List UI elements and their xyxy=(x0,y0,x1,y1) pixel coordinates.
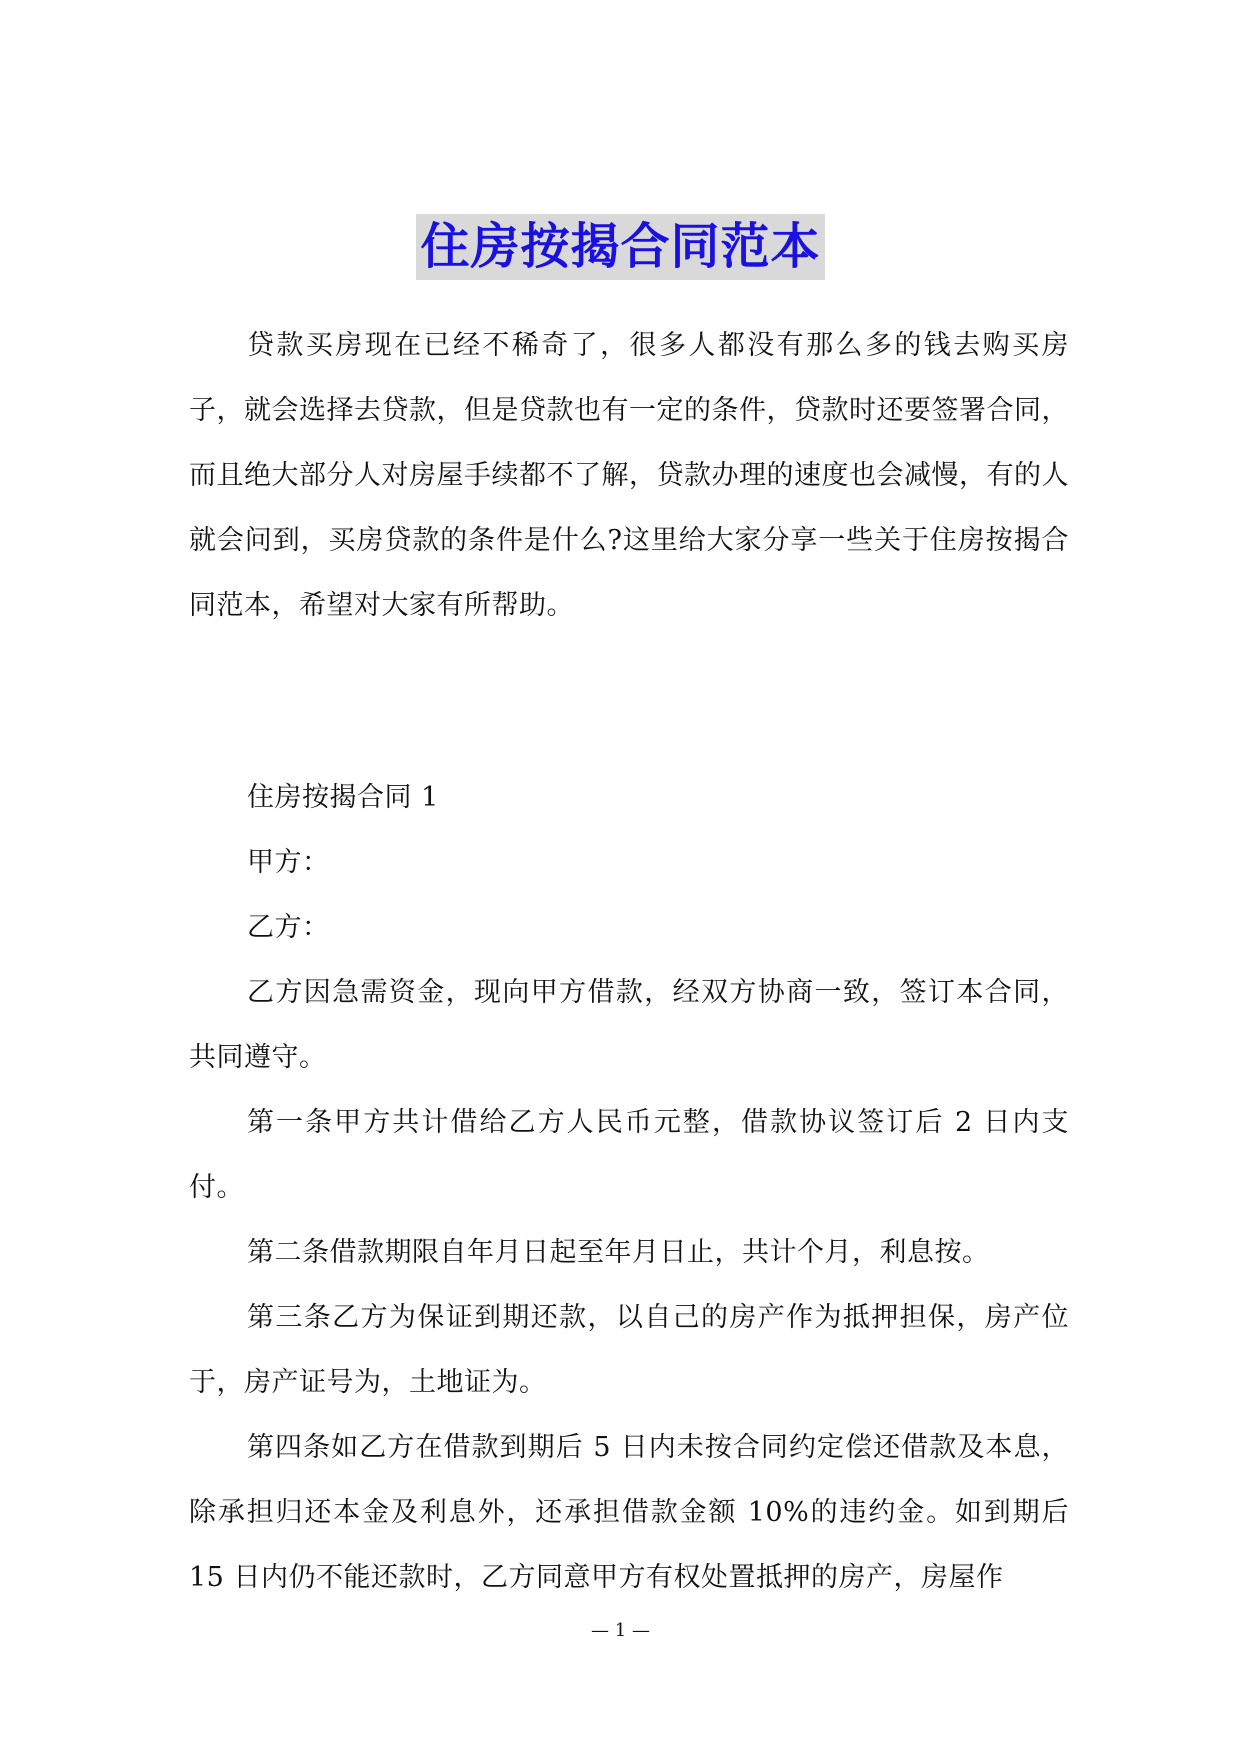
contract-preamble: 乙方因急需资金，现向甲方借款，经双方协商一致，签订本合同，共同遵守。 xyxy=(189,977,1069,1073)
article-1: 第一条甲方共计借给乙方人民币元整，借款协议签订后 2 日内支付。 xyxy=(189,1107,1069,1203)
intro-paragraph: 贷款买房现在已经不稀奇了，很多人都没有那么多的钱去购买房子，就会选择去贷款，但是贷款也有一定的条件，贷款时还要签署合同，而且绝大部分人对房屋手续都不了解，贷款办理的速度也会减慢，有的人就会问到，买房贷款的条件是什么?这里给大家分享一些关于住房按揭合同范本，希望对大家有所帮助。 xyxy=(189,330,1069,621)
document-title: 住房按揭合同范本 xyxy=(416,214,824,280)
contract-heading: 住房按揭合同 1 xyxy=(247,782,439,813)
article-2: 第二条借款期限自年月日起至年月日止，共计个月，利息按。 xyxy=(247,1237,990,1268)
page-number: — 1 — xyxy=(591,1620,650,1641)
article-4: 第四条如乙方在借款到期后 5 日内未按合同约定偿还借款及本息，除承担归还本金及利息外，还承担借款金额 10%的违约金。如到期后 15 日内仍不能还款时，乙方同意甲方有权处置抵押的房产，房屋作 xyxy=(189,1432,1069,1593)
title-container xyxy=(0,214,1241,280)
contract-section xyxy=(189,765,1069,1610)
intro-section xyxy=(189,313,1069,638)
party-b-line: 乙方： xyxy=(247,912,330,943)
article-3: 第三条乙方为保证到期还款，以自己的房产作为抵押担保，房产位于，房产证号为，土地证为。 xyxy=(189,1302,1069,1398)
party-a-line: 甲方： xyxy=(247,847,330,878)
